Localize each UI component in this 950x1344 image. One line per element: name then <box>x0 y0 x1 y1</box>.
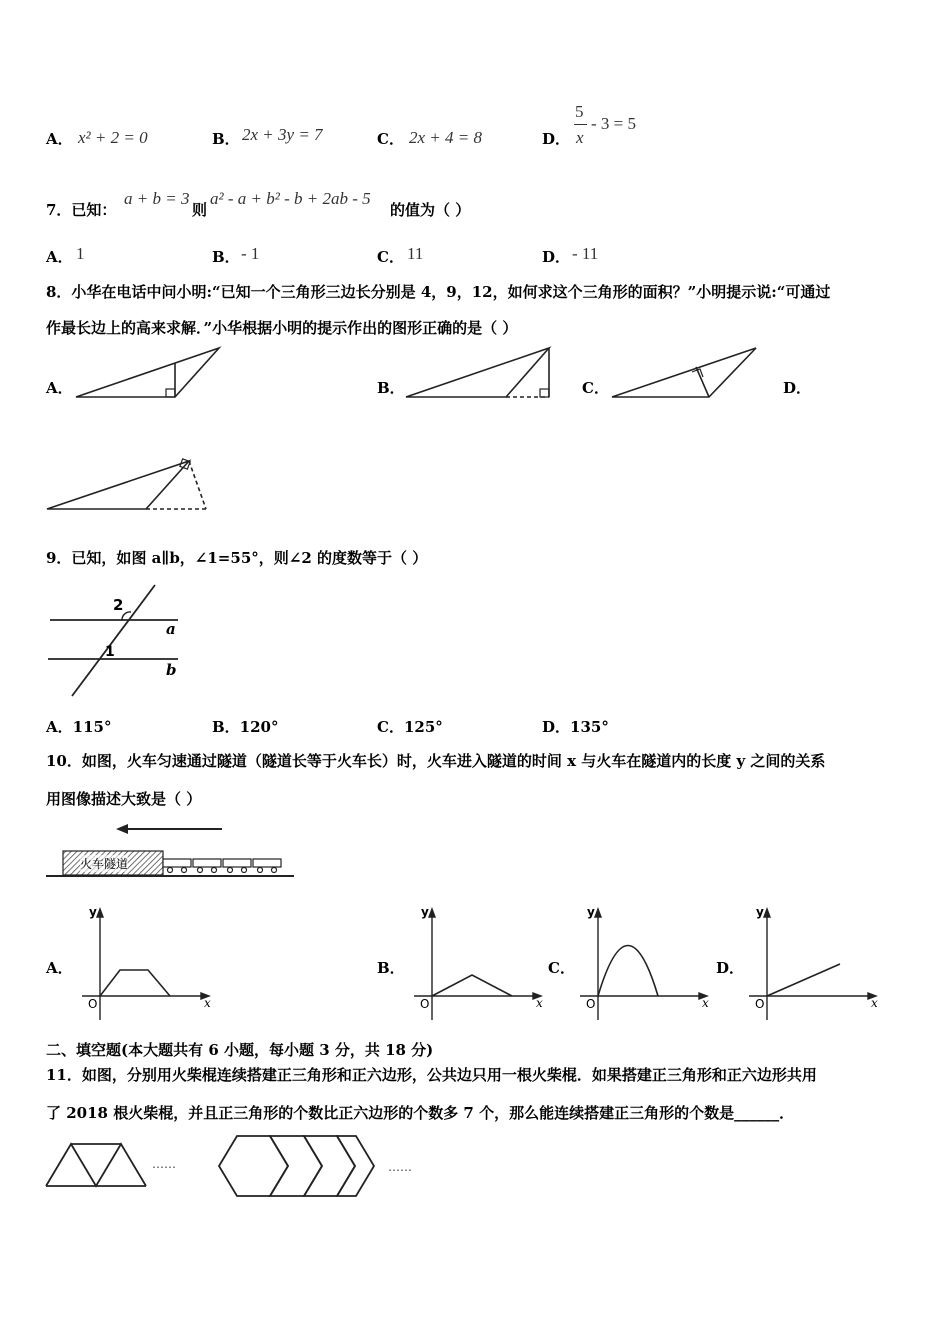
q8-option-d-label: D． <box>783 379 812 397</box>
q7-option-d-label: D． <box>542 248 571 266</box>
q7-option-b-value: - 1 <box>241 244 260 263</box>
q9-figure-label-2: 2 <box>113 596 124 614</box>
q7-option-d-value: - 11 <box>572 244 599 263</box>
q10-c-origin: O <box>586 997 596 1011</box>
q10-c-axis-x: x <box>702 996 709 1010</box>
q9-figure-label-a: a <box>166 620 176 638</box>
section-heading: 二、填空题(本大题共有 6 小题，每小题 3 分，共 18 分) <box>46 1041 434 1059</box>
q7-suffix: 的值为（ ） <box>390 201 471 219</box>
q8-option-c-label: C． <box>582 379 609 397</box>
q11-dots-triangles: …… <box>152 1157 176 1171</box>
q6-option-d-numerator: 5 <box>575 102 584 121</box>
q11-triangles <box>46 1144 146 1186</box>
q8-option-b-label: B． <box>377 379 405 397</box>
q9-figure-label-1: 1 <box>105 644 115 660</box>
q9-option-c: C．125° <box>377 718 443 736</box>
q8-stem-line2: 作最长边上的高来求解．”小华根据小明的提示作出的图形正确的是（ ） <box>46 319 518 337</box>
q10-stem-line2: 用图像描述大致是（ ） <box>46 790 202 808</box>
q10-b-origin: O <box>420 997 430 1011</box>
q10-a-origin: O <box>88 997 98 1011</box>
q7-mid: 则 <box>192 201 208 219</box>
q7-option-a-value: 1 <box>76 244 85 263</box>
q7-prefix: 7．已知： <box>46 201 117 219</box>
q11-hexagons <box>219 1136 374 1196</box>
q6-option-c-label: C． <box>377 130 404 148</box>
q9-figure-label-b: b <box>166 661 177 679</box>
q10-d-origin: O <box>755 997 765 1011</box>
q6-option-c-math: 2x + 4 = 8 <box>409 128 482 147</box>
q11-stem-line1: 11．如图，分别用火柴棍连续搭建正三角形和正六边形，公共边只用一根火柴棍．如果搭建正三角形和正六边形共用 <box>46 1066 817 1084</box>
q9-stem: 9．已知，如图 a∥b，∠1=55°，则∠2 的度数等于（ ） <box>46 549 428 567</box>
q11-dots-hexagons: …… <box>388 1160 412 1174</box>
q6-option-d-label: D． <box>542 130 571 148</box>
q10-d-axis-y: y <box>756 905 764 919</box>
q8-option-a-label: A． <box>46 379 73 397</box>
q7-expression: a² - a + b² - b + 2ab - 5 <box>210 189 371 208</box>
q10-option-c-label: C． <box>548 959 575 977</box>
q7-option-b-label: B． <box>212 248 240 266</box>
q10-a-axis-y: y <box>89 905 97 919</box>
q10-stem-line1: 10．如图，火车匀速通过隧道（隧道长等于火车长）时，火车进入隧道的时间 x 与火车在隧道内的长度 y 之间的关系 <box>46 752 826 770</box>
q7-condition: a + b = 3 <box>124 189 190 208</box>
q7-option-c-value: 11 <box>407 244 424 263</box>
tunnel-label: 火车隧道 <box>80 857 129 871</box>
q8-stem-line1: 8．小华在电话中问小明:“已知一个三角形三边长分别是 4，9，12，如何求这个三角形的面积？”小明提示说:“可通过 <box>46 283 831 301</box>
q6-option-b-math: 2x + 3y = 7 <box>242 125 323 144</box>
q6-option-d-rest: - 3 = 5 <box>591 114 636 133</box>
q11-stem-line2: 了 2018 根火柴棍，并且正三角形的个数比正六边形的个数多 7 个，那么能连续搭建正三角形的个数是______． <box>46 1104 795 1122</box>
q6-option-b-label: B． <box>212 130 240 148</box>
q6-option-a-label: A． <box>46 130 73 148</box>
q10-a-axis-x: x <box>204 996 211 1010</box>
q9-option-b: B．120° <box>212 718 279 736</box>
q7-option-c-label: C． <box>377 248 404 266</box>
q7-option-a-label: A． <box>46 248 73 266</box>
q10-b-axis-y: y <box>421 905 429 919</box>
q10-b-axis-x: x <box>536 996 543 1010</box>
q6-option-d-denominator: x <box>576 128 584 147</box>
q6-option-a-math: x² + 2 = 0 <box>78 128 148 147</box>
q10-c-axis-y: y <box>587 905 595 919</box>
q10-option-a-label: A． <box>46 959 73 977</box>
q9-option-d: D．135° <box>542 718 609 736</box>
q10-option-b-label: B． <box>377 959 405 977</box>
q10-d-axis-x: x <box>871 996 878 1010</box>
q10-option-d-label: D． <box>716 959 745 977</box>
q9-option-a: A．115° <box>46 718 112 736</box>
